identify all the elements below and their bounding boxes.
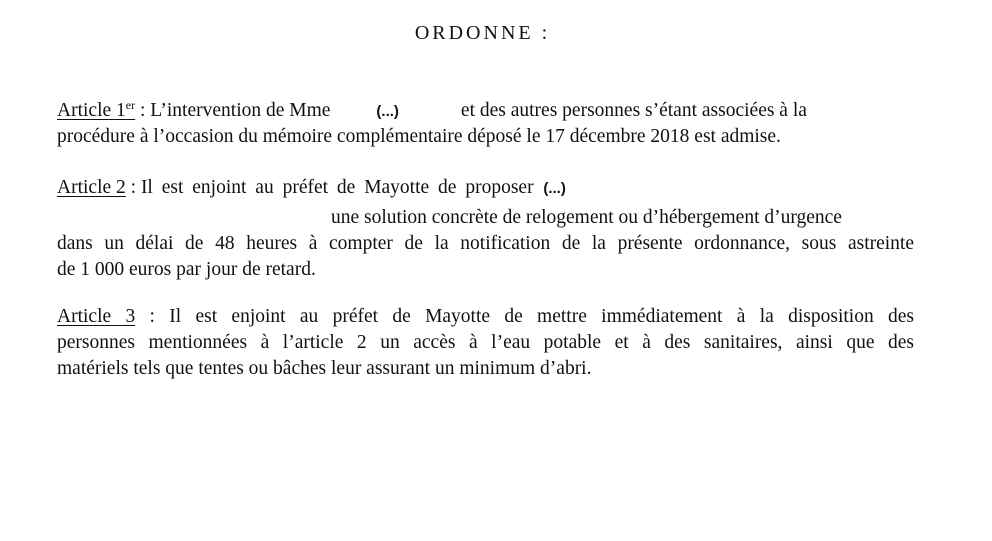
document-heading: ORDONNE :: [414, 22, 551, 44]
article-2-line-2: une solution concrète de relogement ou d’hébergement d’urgence: [331, 207, 842, 228]
article-2-line-1: Article 2 : Il est enjoint au préfet de Mayotte de proposer (...): [57, 177, 566, 198]
article-1-line-1: Article 1er : L’intervention de Mme (...) et des autres personnes s’étant associées à la: [57, 98, 807, 121]
article-2-line-4: de 1 000 euros par jour de retard.: [57, 259, 316, 280]
article-3-label: Article 3: [57, 306, 136, 327]
article-2-label: Article 2: [57, 177, 126, 198]
article-1-line-2: procédure à l’occasion du mémoire complémentaire déposé le 17 décembre 2018 est admise.: [57, 126, 781, 147]
redaction-marker: (...): [543, 180, 566, 197]
article-3-line-3: matériels tels que tentes ou bâches leur assurant un minimum d’abri.: [57, 358, 592, 379]
article-2-line-3: dans un délai de 48 heures à compter de la notification de la présente ordonnance, sous astreinte: [57, 233, 914, 254]
article-3-line-2: personnes mentionnées à l’article 2 un accès à l’eau potable et à des sanitaires, ainsi que des: [57, 332, 914, 353]
redaction-marker: (...): [376, 103, 399, 120]
article-3-line-1: Article 3 : Il est enjoint au préfet de Mayotte de mettre immédiatement à la disposition des: [57, 306, 914, 327]
article-1-label: Article 1er: [57, 98, 136, 121]
